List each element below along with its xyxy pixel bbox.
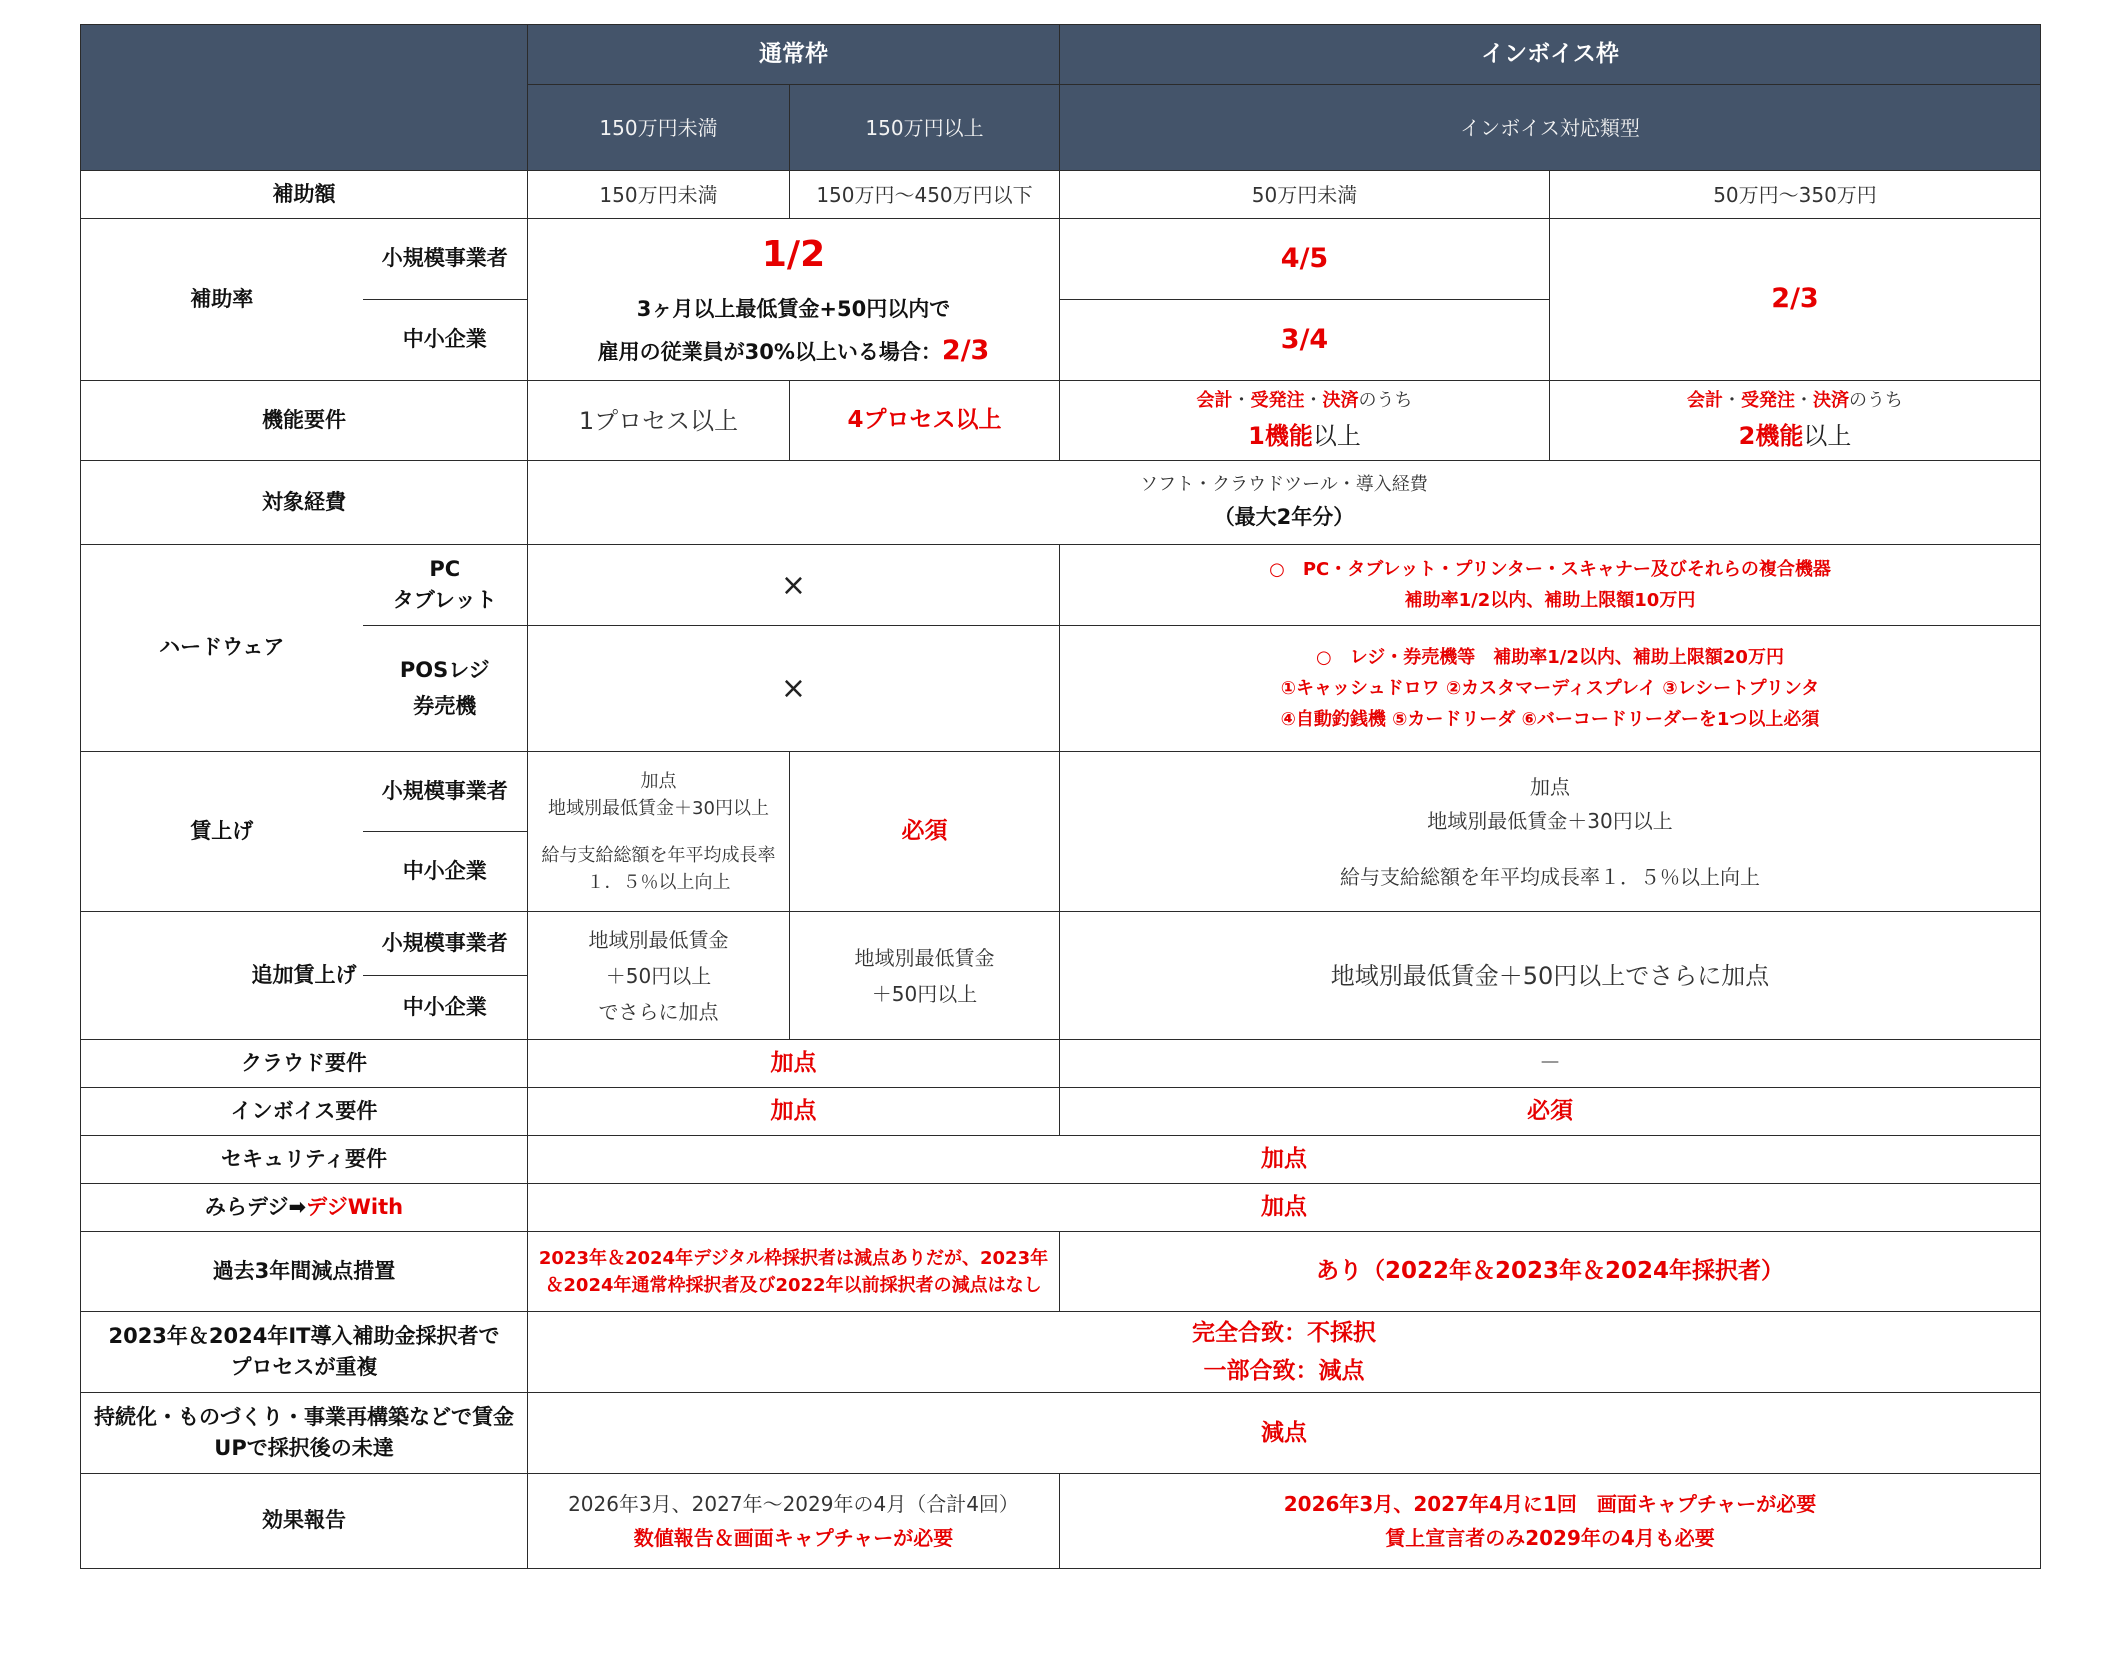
wage-c2: 必須 [790,752,1060,912]
label-add-wage-small: 小規模事業者 [363,912,528,976]
c3-top-tail: のうち [1358,390,1413,411]
hardware-pos-regular: × [528,626,1060,752]
row-wage-small [81,752,2041,832]
c3-top-r2: 受発注 [1250,390,1305,411]
hardware-pos-inv-l2: ①キャッシュドロワ ②カスタマーディスプレイ ③レシートプリンタ [1280,678,1820,699]
report-regular-l2: 数値報告＆画面キャプチャーが必要 [633,1526,954,1550]
c3-top-sep2: ・ [1304,390,1323,411]
label-unmet [81,1393,528,1474]
row-invoice-req [81,1088,2041,1136]
overlap-v2: 一部合致：減点 [1203,1358,1365,1384]
target-cost-value [528,461,2041,545]
overlap-value [528,1312,2041,1393]
wage-inv-l2: 地域別最低賃金＋30円以上 [1427,808,1673,833]
c3-top-r3: 決済 [1322,390,1359,411]
label-add-wage: 追加賃上げ [81,912,363,1040]
report-regular-l1: 2026年3月、2027年〜2029年の4月（合計4回） [568,1492,1019,1516]
label-miradeji [81,1184,528,1232]
overlap-v1: 完全合致：不採択 [1192,1319,1376,1346]
row-report [81,1474,2041,1569]
function-req-c4 [1550,381,2041,461]
row-function-req [81,381,2041,461]
label-cloud-req: クラウド要件 [81,1040,528,1088]
wage-c1-l3: 給与支給総額を年平均成長率 [541,844,776,866]
wage-inv-l3: 給与支給総額を年平均成長率１．５％以上向上 [1340,864,1760,889]
function-req-c2: 4プロセス以上 [790,381,1060,461]
unmet-value: 減点 [528,1393,2041,1474]
deduction-regular-l2: ＆2024年通常枠採択者及び2022年以前採択者の減点はなし [545,1274,1042,1296]
hardware-pos-invoice [1060,626,2041,752]
deduction-regular [528,1232,1060,1312]
row-hardware-pos [81,626,2041,752]
function-req-c4-bottom [1554,418,2036,454]
wage-c1-l2: 地域別最低賃金＋30円以上 [548,797,769,819]
header-regular-frame: 通常枠 [528,25,1060,85]
c4-top-r3: 決済 [1813,390,1849,411]
overlap-label-l1: 2023年＆2024年IT導入補助金採択者で [108,1323,500,1348]
row-subsidy-rate-small [81,219,2041,300]
target-cost-line-2: （最大2年分） [1213,505,1355,530]
hardware-pos-l2: 券売機 [413,693,477,718]
regular-rate-cell [528,219,1060,381]
c4-top-sep2: ・ [1795,390,1813,411]
deduction-invoice: あり（2022年＆2023年＆2024年採択者） [1060,1232,2041,1312]
function-req-c1: 1プロセス以上 [528,381,790,461]
label-rate-small: 小規模事業者 [363,219,528,300]
label-security-req: セキュリティ要件 [81,1136,528,1184]
cloud-req-regular: 加点 [528,1040,1060,1088]
label-hardware-pos [363,626,528,752]
row-subsidy-amount [81,171,2041,219]
label-wage: 賃上げ [81,752,363,912]
regular-rate-note-2-rate: 2/3 [941,335,990,366]
label-hardware-pc [363,545,528,626]
add-wage-c2-l2: ＋50円以上 [871,981,978,1006]
hardware-pc-inv-l1: ○ PC・タブレット・プリンター・スキャナー及びそれらの複合機器 [1269,559,1831,580]
hardware-pos-inv-l3: ④自動釣銭機 ⑤カードリーダ ⑥バーコードリーダーを1つ以上必須 [1280,709,1820,730]
add-wage-c2 [790,912,1060,1040]
right-arrow-icon: ➡ [288,1194,307,1219]
label-subsidy-amount: 補助額 [81,171,528,219]
wage-c1-l1: 加点 [640,770,677,792]
hardware-pc-l1: PC [429,556,461,581]
label-overlap [81,1312,528,1393]
header-over-150: 150万円以上 [790,85,1060,171]
report-invoice-l1: 2026年3月、2027年4月に1回 画面キャプチャーが必要 [1283,1492,1817,1516]
regular-rate-note-2 [532,331,1055,372]
subsidy-amount-c3: 50万円未満 [1060,171,1550,219]
miradeji-label-a: みらデジ [204,1194,289,1219]
label-function-req: 機能要件 [81,381,528,461]
subsidy-comparison-table [80,24,2041,1569]
add-wage-c1 [528,912,790,1040]
unmet-label-l1: 持続化・ものづくり・事業再構築などで賃金 [94,1404,514,1429]
wage-inv-l1: 加点 [1530,774,1570,799]
wage-invoice [1060,752,2041,912]
hardware-pc-regular: × [528,545,1060,626]
report-invoice-l2: 賃上宣言者のみ2029年の4月も必要 [1385,1526,1715,1550]
subsidy-amount-c1: 150万円未満 [528,171,790,219]
invoice-rate-sme: 3/4 [1060,300,1550,381]
add-wage-invoice: 地域別最低賃金＋50円以上でさらに加点 [1060,912,2041,1040]
row-cloud-req [81,1040,2041,1088]
add-wage-c1-l1: 地域別最低賃金 [588,927,729,952]
add-wage-c2-l1: 地域別最低賃金 [854,945,995,970]
label-invoice-req: インボイス要件 [81,1088,528,1136]
row-overlap [81,1312,2041,1393]
label-wage-small: 小規模事業者 [363,752,528,832]
row-unmet [81,1393,2041,1474]
c3-bottom-r: 1機能 [1248,422,1313,450]
regular-rate-note-1: 3ヶ月以上最低賃金+50円以内で [636,296,951,321]
row-miradeji [81,1184,2041,1232]
subsidy-amount-c4: 50万円〜350万円 [1550,171,2041,219]
invoice-rate-large: 2/3 [1550,219,2041,381]
header-row-1 [81,25,2041,85]
function-req-c4-top [1554,387,2036,414]
label-rate-sme: 中小企業 [363,300,528,381]
label-report: 効果報告 [81,1474,528,1569]
row-add-wage-small [81,912,2041,976]
function-req-c3-top [1064,387,1545,414]
c4-top-r1: 会計 [1687,390,1723,411]
header-corner [81,25,528,171]
cloud-req-invoice: － [1060,1040,2041,1088]
c4-top-r2: 受発注 [1741,390,1795,411]
label-add-wage-sme: 中小企業 [363,976,528,1040]
regular-rate-note-2-text: 雇用の従業員が30%以上いる場合： [597,340,942,364]
c4-top-tail: のうち [1849,390,1903,411]
hardware-pos-inv-l1: ○ レジ・券売機等 補助率1/2以内、補助上限額20万円 [1316,647,1784,668]
hardware-pos-l1: POSレジ [399,658,490,682]
overlap-label-l2: プロセスが重複 [230,1355,378,1379]
target-cost-line-1: ソフト・クラウドツール・導入経費 [1140,474,1428,496]
comparison-table-wrapper [80,24,2040,1582]
miradeji-value: 加点 [528,1184,2041,1232]
label-deduction: 過去3年間減点措置 [81,1232,528,1312]
c3-top-sep1: ・ [1232,390,1251,411]
hardware-pc-l2: タブレット [392,588,497,612]
c4-bottom-tail: 以上 [1803,422,1852,450]
subsidy-amount-c2: 150万円〜450万円以下 [790,171,1060,219]
hardware-pc-invoice [1060,545,2041,626]
wage-c1 [528,752,790,912]
hardware-pc-inv-l2: 補助率1/2以内、補助上限額10万円 [1404,590,1696,611]
unmet-label-l2: UPで採択後の未達 [214,1436,394,1460]
row-hardware-pc [81,545,2041,626]
regular-rate: 1/2 [761,233,826,275]
function-req-c3-bottom [1064,418,1545,454]
header-invoice-type: インボイス対応類型 [1060,85,2041,171]
label-subsidy-rate: 補助率 [81,219,363,381]
function-req-c3 [1060,381,1550,461]
security-req-value: 加点 [528,1136,2041,1184]
invoice-req-invoice: 必須 [1060,1088,2041,1136]
add-wage-c1-l2: ＋50円以上 [605,963,712,988]
c3-bottom-tail: 以上 [1312,422,1361,450]
report-invoice [1060,1474,2041,1569]
label-target-cost: 対象経費 [81,461,528,545]
row-target-cost [81,461,2041,545]
row-deduction [81,1232,2041,1312]
c3-top-r1: 会計 [1196,390,1233,411]
report-regular [528,1474,1060,1569]
row-security-req [81,1136,2041,1184]
c4-top-sep1: ・ [1723,390,1741,411]
header-invoice-frame: インボイス枠 [1060,25,2041,85]
miradeji-label-b: デジWith [306,1194,404,1219]
label-hardware: ハードウェア [81,545,363,752]
label-wage-sme: 中小企業 [363,832,528,912]
header-under-150: 150万円未満 [528,85,790,171]
c4-bottom-r: 2機能 [1738,422,1804,450]
invoice-rate-small: 4/5 [1060,219,1550,300]
invoice-req-regular: 加点 [528,1088,1060,1136]
wage-c1-l4: １．５％以上向上 [586,871,731,893]
deduction-regular-l1: 2023年＆2024年デジタル枠採択者は減点ありだが、2023年 [538,1247,1049,1269]
add-wage-c1-l3: でさらに加点 [598,999,719,1024]
